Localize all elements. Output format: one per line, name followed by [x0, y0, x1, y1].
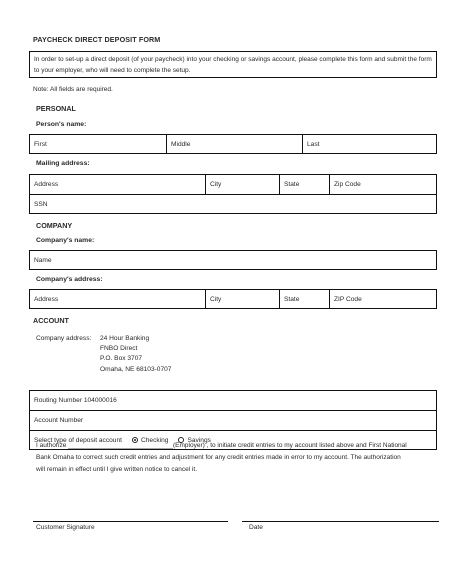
- deposit-type-label: Select type of deposit account: [34, 436, 122, 444]
- customer-signature-label: Customer Signature: [36, 524, 95, 531]
- mailing-state-field[interactable]: [279, 175, 329, 194]
- last-name-label: Last: [307, 140, 320, 148]
- bank-address-line: FNBO Direct: [100, 345, 138, 353]
- checking-label: Checking: [140, 436, 169, 444]
- routing-number-text: Routing Number 104000016: [34, 397, 117, 404]
- company-state-caption: State: [284, 295, 300, 303]
- authorization-line: Bank Omaha to correct such credit entries and adjustment for any credit entries made in error to my account. The authorization: [36, 454, 401, 461]
- company-address-caption: Address: [34, 295, 59, 303]
- company-city-field[interactable]: [205, 290, 279, 308]
- company-address-row: [29, 289, 437, 309]
- mailing-city-field[interactable]: [205, 175, 279, 194]
- mailing-zip-field[interactable]: [329, 175, 436, 194]
- company-zip-caption: ZIP Code: [334, 295, 362, 303]
- bank-address-block: [100, 334, 171, 375]
- person-name-label: Person's name:: [36, 121, 87, 128]
- authorization-text: [36, 440, 436, 476]
- company-city-caption: City: [210, 295, 222, 303]
- mailing-address-label: Mailing address:: [36, 160, 90, 167]
- authorization-line: I authorize _____________________________(Employer) , to initiate credit entries to my account listed above and First National: [36, 442, 407, 449]
- first-name-field[interactable]: [30, 135, 166, 153]
- mailing-city-caption: City: [210, 181, 222, 188]
- intro-text: In order to set-up a direct deposit (of your paycheck) into your checking or savings account, please complete this form and submit the form to your employer, who will need to complete the setup.: [34, 56, 432, 74]
- middle-name-field[interactable]: [166, 135, 302, 153]
- last-name-field[interactable]: [302, 135, 436, 153]
- ssn-field[interactable]: [30, 195, 436, 214]
- bank-address-line: 24 Hour Banking: [100, 335, 150, 342]
- routing-number-field[interactable]: [30, 391, 436, 411]
- form-title: PAYCHECK DIRECT DEPOSIT FORM: [33, 35, 161, 44]
- personal-heading: PERSONAL: [36, 104, 76, 113]
- company-name-label: Company's name:: [36, 237, 95, 244]
- bank-address-label: Company address:: [36, 335, 92, 342]
- mailing-address-table: [29, 174, 437, 214]
- date-label: Date: [249, 524, 263, 531]
- mailing-state-caption: State: [284, 181, 300, 188]
- intro-box: [29, 51, 437, 78]
- account-number-field[interactable]: [30, 411, 436, 431]
- date-line[interactable]: [242, 521, 439, 522]
- company-name-cell: [30, 251, 436, 269]
- account-number-caption: Account Number: [34, 417, 84, 424]
- mailing-address-row: [30, 175, 436, 195]
- first-name-label: First: [34, 140, 47, 148]
- ssn-caption: SSN: [34, 201, 48, 208]
- company-state-field[interactable]: [279, 290, 329, 308]
- bank-address-line: Omaha, NE 68103-0707: [100, 365, 172, 373]
- mailing-address-field[interactable]: [30, 175, 205, 194]
- bank-address-line: P.O. Box 3707: [100, 355, 143, 363]
- company-heading: COMPANY: [36, 221, 73, 230]
- mailing-address-caption: Address: [34, 181, 59, 188]
- person-name-row: [29, 134, 437, 154]
- required-note: Note: All fields are required.: [33, 86, 113, 93]
- savings-label: Savings: [187, 436, 211, 444]
- middle-name-label: Middle: [171, 140, 191, 148]
- company-address-label: Company's address:: [36, 276, 103, 283]
- company-address-field[interactable]: [30, 290, 205, 308]
- mailing-zip-caption: Zip Code: [334, 181, 361, 188]
- account-heading: ACCOUNT: [33, 316, 69, 325]
- company-zip-field[interactable]: [329, 290, 436, 308]
- customer-signature-line[interactable]: [33, 521, 228, 522]
- company-name-field[interactable]: [29, 250, 437, 270]
- authorization-line: will remain in effect until I give written notice to cancel it.: [36, 466, 198, 473]
- company-name-caption: Name: [34, 256, 52, 264]
